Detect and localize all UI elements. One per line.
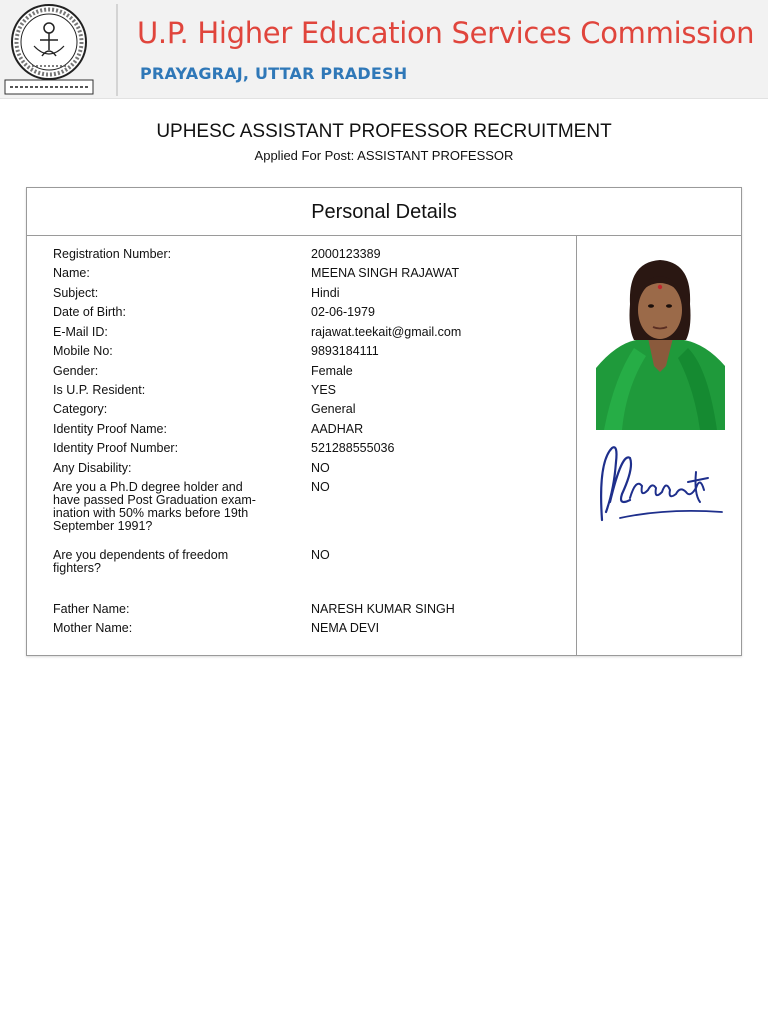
email-label: E-Mail ID: — [53, 325, 108, 339]
father-name-label: Father Name: — [53, 602, 130, 616]
up-resident-label: Is U.P. Resident: — [53, 383, 146, 397]
disability-label: Any Disability: — [53, 461, 132, 475]
header-banner — [0, 0, 768, 99]
phd-question-label: Are you a Ph.D degree holder and have passed Post Graduation exam-ination with 50% marks before 19th September 1991? — [53, 480, 256, 533]
organization-name: U.P. Higher Education Services Commission — [137, 16, 755, 50]
registration-number-value: 2000123389 — [311, 247, 381, 261]
phd-question-value: NO — [311, 480, 330, 494]
name-value: MEENA SINGH RAJAWAT — [311, 266, 460, 280]
subject-value: Hindi — [311, 286, 340, 300]
identity-proof-number-value: 521288555036 — [311, 441, 395, 455]
gender-label: Gender: — [53, 364, 99, 378]
identity-proof-number-label: Identity Proof Number: — [53, 441, 179, 455]
applicant-photo — [596, 248, 725, 430]
mobile-value: 9893184111 — [311, 344, 379, 358]
column-divider — [576, 235, 577, 655]
registration-number-label: Registration Number: — [53, 247, 172, 261]
category-label: Category: — [53, 402, 108, 416]
name-label: Name: — [53, 266, 90, 280]
applicant-signature — [596, 442, 725, 527]
document-title: UPHESC ASSISTANT PROFESSOR RECRUITMENT — [156, 121, 612, 142]
card-title: Personal Details — [311, 201, 457, 223]
commission-seal-logo — [4, 2, 94, 96]
disability-value: NO — [311, 461, 330, 475]
organization-location: PRAYAGRAJ, UTTAR PRADESH — [140, 64, 408, 83]
identity-proof-name-value: AADHAR — [311, 422, 364, 436]
freedom-fighter-value: NO — [311, 548, 330, 562]
date-of-birth-label: Date of Birth: — [53, 305, 126, 319]
freedom-fighter-label: Are you dependents of freedom fighters? — [53, 548, 229, 575]
identity-proof-name-label: Identity Proof Name: — [53, 422, 167, 436]
mobile-label: Mobile No: — [53, 344, 113, 358]
banner-divider — [116, 4, 118, 96]
applied-post: Applied For Post: ASSISTANT PROFESSOR — [254, 148, 514, 163]
mother-name-label: Mother Name: — [53, 621, 133, 635]
card-header — [27, 188, 741, 236]
subject-label: Subject: — [53, 286, 99, 300]
personal-details-card — [26, 187, 742, 656]
gender-value: Female — [311, 364, 353, 378]
father-name-value: NARESH KUMAR SINGH — [311, 602, 455, 616]
mother-name-value: NEMA DEVI — [311, 621, 380, 635]
category-value: General — [311, 402, 356, 416]
email-value: rajawat.teekait@gmail.com — [311, 325, 462, 339]
up-resident-value: YES — [311, 383, 337, 397]
date-of-birth-value: 02-06-1979 — [311, 305, 375, 319]
